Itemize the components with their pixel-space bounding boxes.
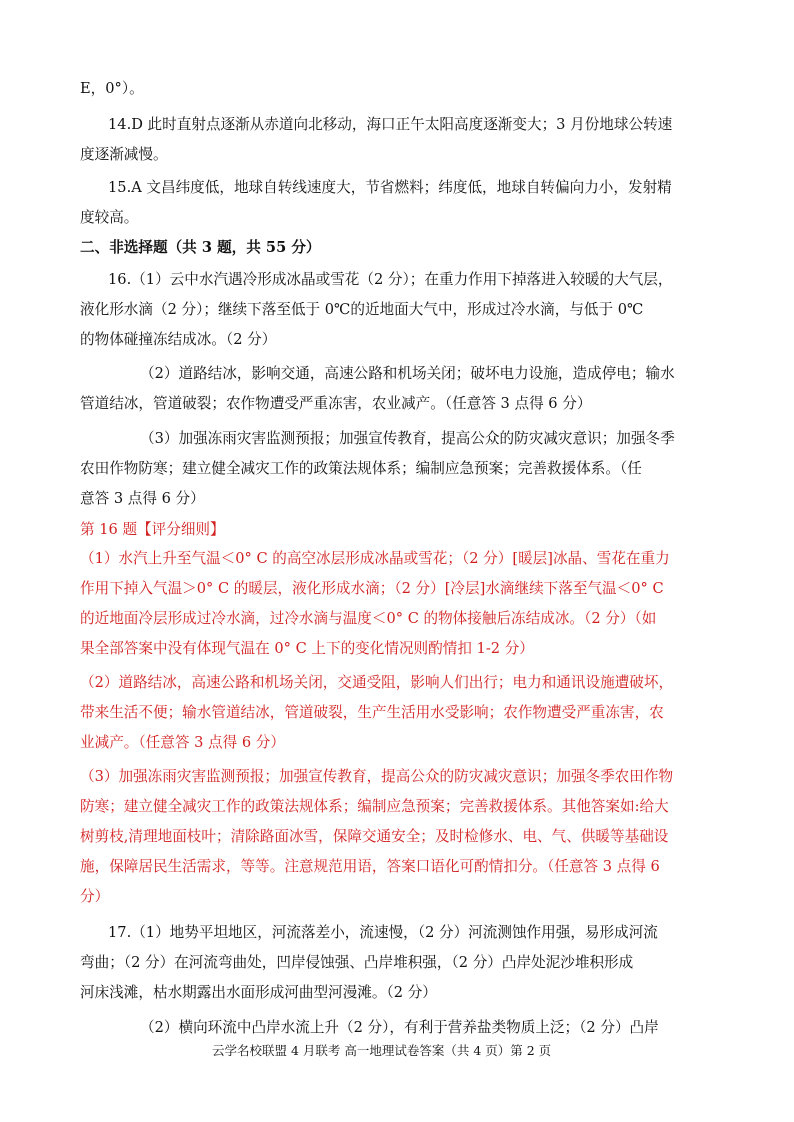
answer-13-tail: E，0°）。 <box>80 80 144 97</box>
scoring-16-3-line-1: （3）加强冻雨灾害监测预报；加强宣传教育，提高公众的防灾减灾意识；加强冬季农田作物 <box>80 768 674 785</box>
answer-17-line-2: 弯曲；（2 分）在河流弯曲处，凹岸侵蚀强、凸岸堆积强，（2 分）凸岸处泥沙堆积形成 <box>80 954 634 971</box>
section-heading-nonchoice: 二、非选择题（共 3 题，共 55 分） <box>80 239 321 256</box>
scoring-16-3-line-3: 树剪枝,清理地面枝叶；清除路面冰雪，保障交通安全；及时检修水、电、气、供暖等基础设 <box>80 828 669 845</box>
scoring-16-2-line-3: 业减产。（任意答 3 点得 6 分） <box>80 734 285 751</box>
answer-14-line-1: 14.D 此时直射点逐渐从赤道向北移动，海口正午太阳高度逐渐变大；3 月份地球公转速 <box>108 116 673 133</box>
answer-15-line-1: 15.A 文昌纬度低，地球自转线速度大，节省燃料；纬度低，地球自转偏向力小，发射精 <box>108 179 672 196</box>
scoring-16-1-line-1: （1）水汽上升至气温＜0° C 的高空冰层形成冰晶或雪花；（2 分）[暖层]冰晶、雪花在重力 <box>80 550 670 567</box>
answer-16-line-3: 的物体碰撞冻结成冰。（2 分） <box>80 331 277 348</box>
answer-17-line-3: 河床浅滩，枯水期露出水面形成河曲型河漫滩。（2 分） <box>80 984 437 1001</box>
scoring-16-1-line-3: 的近地面冷层形成过冷水滴，过冷水滴与温度＜0° C 的物体接触后冻结成冰。（2 分）（如 <box>80 610 657 627</box>
answer-15-line-2: 度较高。 <box>80 209 139 226</box>
answer-16-2-line-1: （2）道路结冰，影响交通，高速公路和机场关闭；破坏电力设施，造成停电；输水 <box>140 365 675 382</box>
answer-16-line-1: 16.（1）云中水汽遇冷形成冰晶或雪花（2 分）；在重力作用下掉落进入较暖的大气层， <box>108 271 673 288</box>
answer-16-line-2: 液化形水滴（2 分）；继续下落至低于 0℃的近地面大气中，形成过冷水滴，与低于 0℃ <box>80 301 644 318</box>
answer-16-3-line-1: （3）加强冻雨灾害监测预报；加强宣传教育，提高公众的防灾减灾意识；加强冬季 <box>140 430 675 447</box>
scoring-16-2-line-2: 带来生活不便；输水管道结冰，管道破裂，生产生活用水受影响；农作物遭受严重冻害，农 <box>80 704 664 721</box>
scoring-16-3-line-5: 分） <box>80 888 110 905</box>
answer-17-line-1: 17.（1）地势平坦地区，河流落差小，流速慢，（2 分）河流测蚀作用强，易形成河流 <box>108 924 658 941</box>
scoring-16-1-line-4: 果全部答案中没有体现气温在 0° C 上下的变化情况则酌情扣 1-2 分） <box>80 640 534 657</box>
scoring-16-3-line-4: 施，保障居民生活需求，等等。注意规范用语，答案口语化可酌情扣分。（任意答 3 点得 6 <box>80 858 660 875</box>
scoring-16-3-line-2: 防寒；建立健全减灾工作的政策法规体系；编制应急预案；完善救援体系。其他答案如:给大 <box>80 798 669 815</box>
answer-16-2-line-2: 管道结冰，管道破裂；农作物遭受严重冻害，农业减产。（任意答 3 点得 6 分） <box>80 395 592 412</box>
answer-16-3-line-3: 意答 3 点得 6 分） <box>80 490 205 507</box>
answer-17-2-line-1: （2）横向环流中凸岸水流上升（2 分），有利于营养盐类物质上泛；（2 分）凸岸 <box>140 1019 659 1036</box>
page-footer: 云学名校联盟 4 月联考 高一地理试卷答案（共 4 页）第 2 页 <box>212 1043 552 1058</box>
scoring-rules-heading: 第 16 题【评分细则】 <box>80 521 225 538</box>
scoring-16-2-line-1: （2）道路结冰，高速公路和机场关闭，交通受阻，影响人们出行；电力和通讯设施遭破坏， <box>80 674 674 691</box>
scoring-16-1-line-2: 作用下掉入气温＞0° C 的暖层，液化形成水滴；（2 分）[冷层]水滴继续下落至气温＜0° C <box>80 580 664 597</box>
answer-16-3-line-2: 农田作物防寒；建立健全减灾工作的政策法规体系；编制应急预案；完善救援体系。（任 <box>80 460 642 477</box>
answer-14-line-2: 度逐渐减慢。 <box>80 146 168 163</box>
